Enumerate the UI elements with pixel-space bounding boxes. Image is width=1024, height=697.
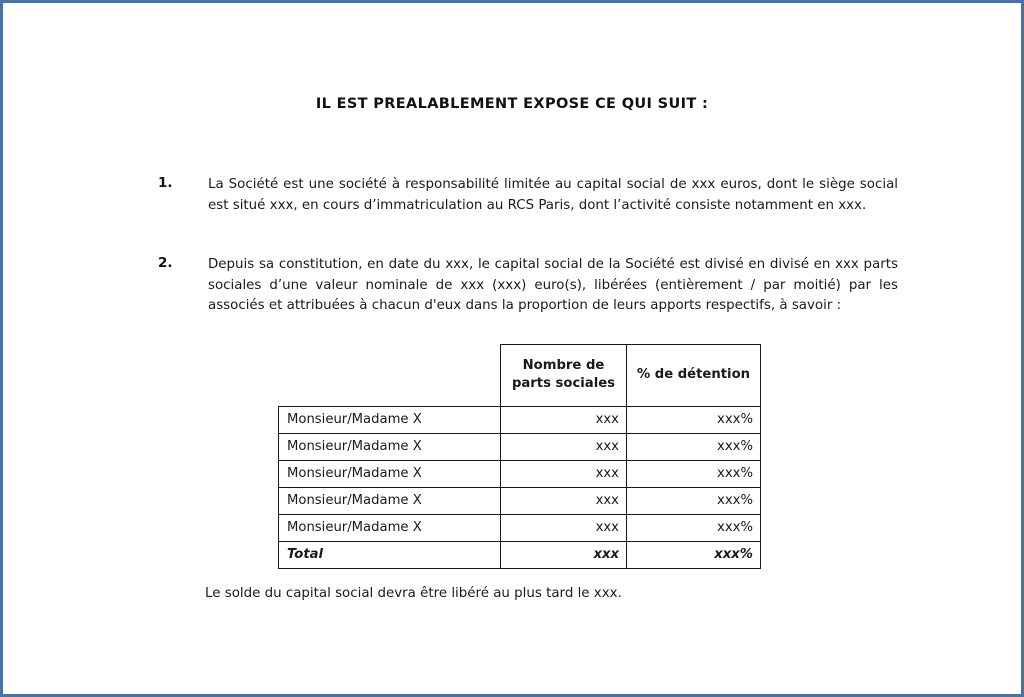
cell-shareholder-name: Monsieur/Madame X bbox=[279, 407, 501, 434]
column-header-parts: Nombre de parts sociales bbox=[501, 345, 627, 407]
table-row bbox=[279, 488, 761, 515]
clause-1-text: La Société est une société à responsabilité limitée au capital social de xxx euros, dont le siège social est situé xxx, en cours d’immatriculation au RCS Paris, dont l’activité consiste notamment en xxx. bbox=[208, 177, 898, 213]
clause-2-number: 2. bbox=[158, 255, 173, 271]
shares-table bbox=[278, 344, 761, 569]
table-row bbox=[279, 461, 761, 488]
document-canvas bbox=[3, 3, 1021, 694]
cell-percent: xxx% bbox=[627, 461, 761, 488]
table-total-row bbox=[279, 542, 761, 569]
cell-percent: xxx% bbox=[627, 488, 761, 515]
column-header-name bbox=[279, 345, 501, 407]
shares-table-container bbox=[278, 344, 760, 569]
shares-table-header bbox=[279, 345, 761, 407]
cell-parts: xxx bbox=[501, 407, 627, 434]
column-header-percent: % de détention bbox=[627, 345, 761, 407]
cell-parts: xxx bbox=[501, 488, 627, 515]
clause-2-text: Depuis sa constitution, en date du xxx, le capital social de la Société est divisé en divisé en xxx parts sociales d’une valeur nominale de xxx (xxx) euro(s), libérées (entièrement / par moitié) par les associés et attribuées à chacun d'eux dans la proportion de leurs apports respectifs, à savoir : bbox=[208, 257, 898, 313]
cell-shareholder-name: Monsieur/Madame X bbox=[279, 461, 501, 488]
cell-parts: xxx bbox=[501, 434, 627, 461]
cell-shareholder-name: Monsieur/Madame X bbox=[279, 434, 501, 461]
page-title: IL EST PREALABLEMENT EXPOSE CE QUI SUIT : bbox=[315, 96, 709, 112]
cell-percent: xxx% bbox=[627, 434, 761, 461]
cell-shareholder-name: Monsieur/Madame X bbox=[279, 515, 501, 542]
cell-parts: xxx bbox=[501, 515, 627, 542]
table-row bbox=[279, 515, 761, 542]
cell-total-label: Total bbox=[279, 542, 501, 569]
cell-total-percent: xxx% bbox=[627, 542, 761, 569]
clause-1-number: 1. bbox=[158, 175, 173, 191]
cell-total-parts: xxx bbox=[501, 542, 627, 569]
cell-percent: xxx% bbox=[627, 515, 761, 542]
shares-table-body bbox=[279, 407, 761, 569]
table-row bbox=[279, 407, 761, 434]
cell-shareholder-name: Monsieur/Madame X bbox=[279, 488, 501, 515]
closing-paragraph: Le solde du capital social devra être libéré au plus tard le xxx. bbox=[205, 586, 622, 601]
cell-parts: xxx bbox=[501, 461, 627, 488]
cell-percent: xxx% bbox=[627, 407, 761, 434]
table-header-row bbox=[279, 345, 761, 407]
table-row bbox=[279, 434, 761, 461]
